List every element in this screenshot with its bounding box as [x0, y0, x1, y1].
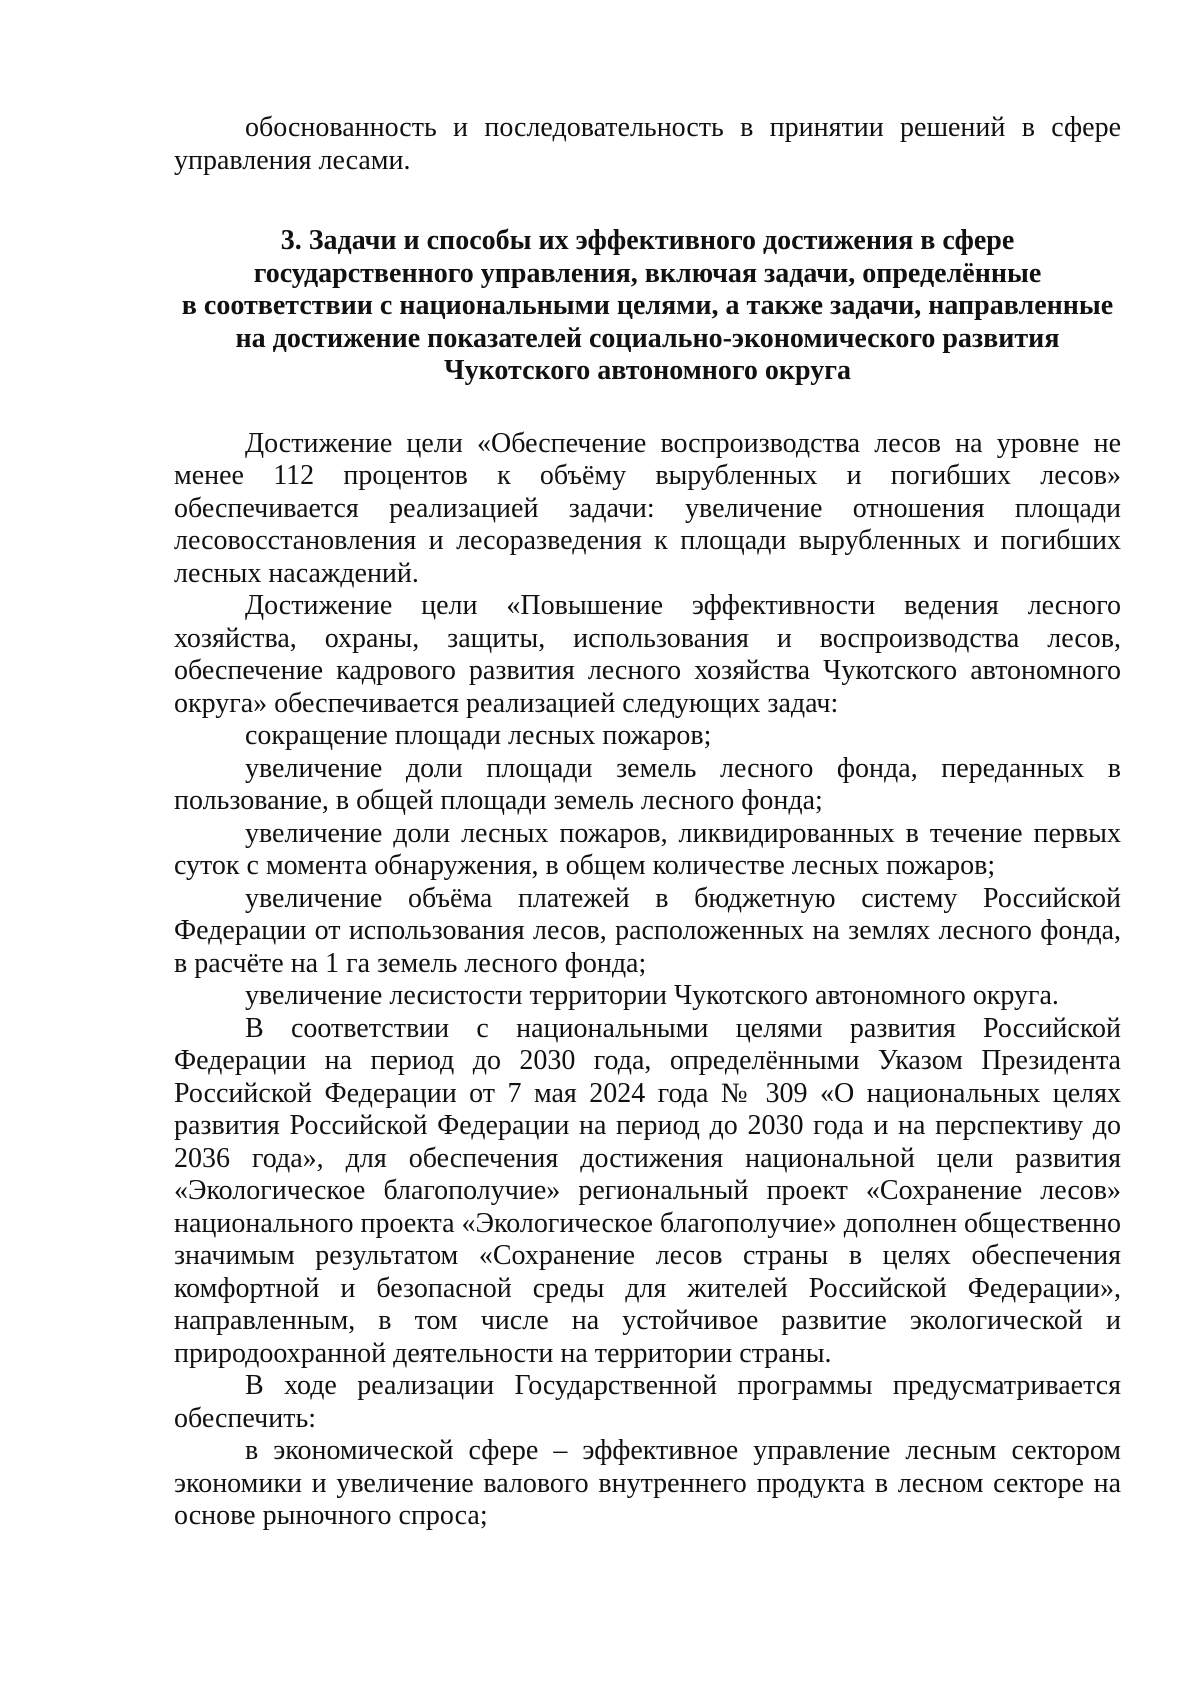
paragraph-goal-efficiency: Достижение цели «Повышение эффективности ведения лесного хозяйства, охраны, защиты, использования и воспроизводства лесов, обеспечение кадрового развития лесного хозяйства Чукотского автономного округа» обеспечивается реализацией следующих задач:: [174, 590, 1121, 719]
paragraph-program-implementation: В ходе реализации Государственной программы предусматривается обеспечить:: [174, 1370, 1121, 1434]
heading-line-4: на достижение показателей социально-экономического развития: [235, 322, 1060, 354]
heading-line-3: в соответствии с национальными целями, а также задачи, направленные: [181, 290, 1114, 321]
task-item-fires-liquidated: увеличение доли лесных пожаров, ликвидированных в течение первых суток с момента обнаружения, в общем количестве лесных пожаров;: [174, 817, 1121, 881]
heading-line-1: 3. Задачи и способы их эффективного достижения в сфере: [280, 225, 1015, 256]
document-body: [174, 112, 1121, 1533]
task-item-land-share: увеличение доли площади земель лесного фонда, переданных в пользование, в общей площади земель лесного фонда;: [174, 752, 1121, 816]
task-item-forest-cover: увеличение лесистости территории Чукотского автономного округа.: [245, 980, 1059, 1011]
intro-paragraph: обоснованность и последовательность в принятии решений в сфере управления лесами.: [174, 112, 1121, 176]
paragraph-national-goals: В соответствии с национальными целями развития Российской Федерации на период до 2030 года, определёнными Указом Президента Российской Федерации от 7 мая 2024 года № 309 «О национальных целях развития Российской Федерации на период до 2030 года и на перспективу до 2036 года», для обеспечения достижения национальной цели развития «Экологическое благополучие» региональный проект «Сохранение лесов» национального проекта «Экологическое благополучие» дополнен общественно значимым результатом «Сохранение лесов страны в целях обеспечения комфортной и безопасной среды для жителей Российской Федерации», направленным, в том числе на устойчивое развитие экологической и природоохранной деятельности на территории страны.: [174, 1012, 1121, 1369]
task-item-fire-area: сокращение площади лесных пожаров;: [245, 720, 712, 751]
heading-line-5: Чукотского автономного округа: [444, 355, 851, 386]
heading-line-2: государственного управления, включая задачи, определённые: [253, 257, 1042, 289]
task-item-payments: увеличение объёма платежей в бюджетную систему Российской Федерации от использования лесов, расположенных на землях лесного фонда, в расчёте на 1 га земель лесного фонда;: [174, 882, 1121, 979]
section-heading: [174, 225, 1121, 388]
paragraph-goal-reproduction: Достижение цели «Обеспечение воспроизводства лесов на уровне не менее 112 процентов к объёму вырубленных и погибших лесов» обеспечивается реализацией задачи: увеличение отношения площади лесовосстановления и лесоразведения к площади вырубленных и погибших лесных насаждений.: [174, 427, 1121, 589]
paragraph-economic-sphere: в экономической сфере – эффективное управление лесным сектором экономики и увеличение валового внутреннего продукта в лесном секторе на основе рыночного спроса;: [174, 1435, 1121, 1531]
